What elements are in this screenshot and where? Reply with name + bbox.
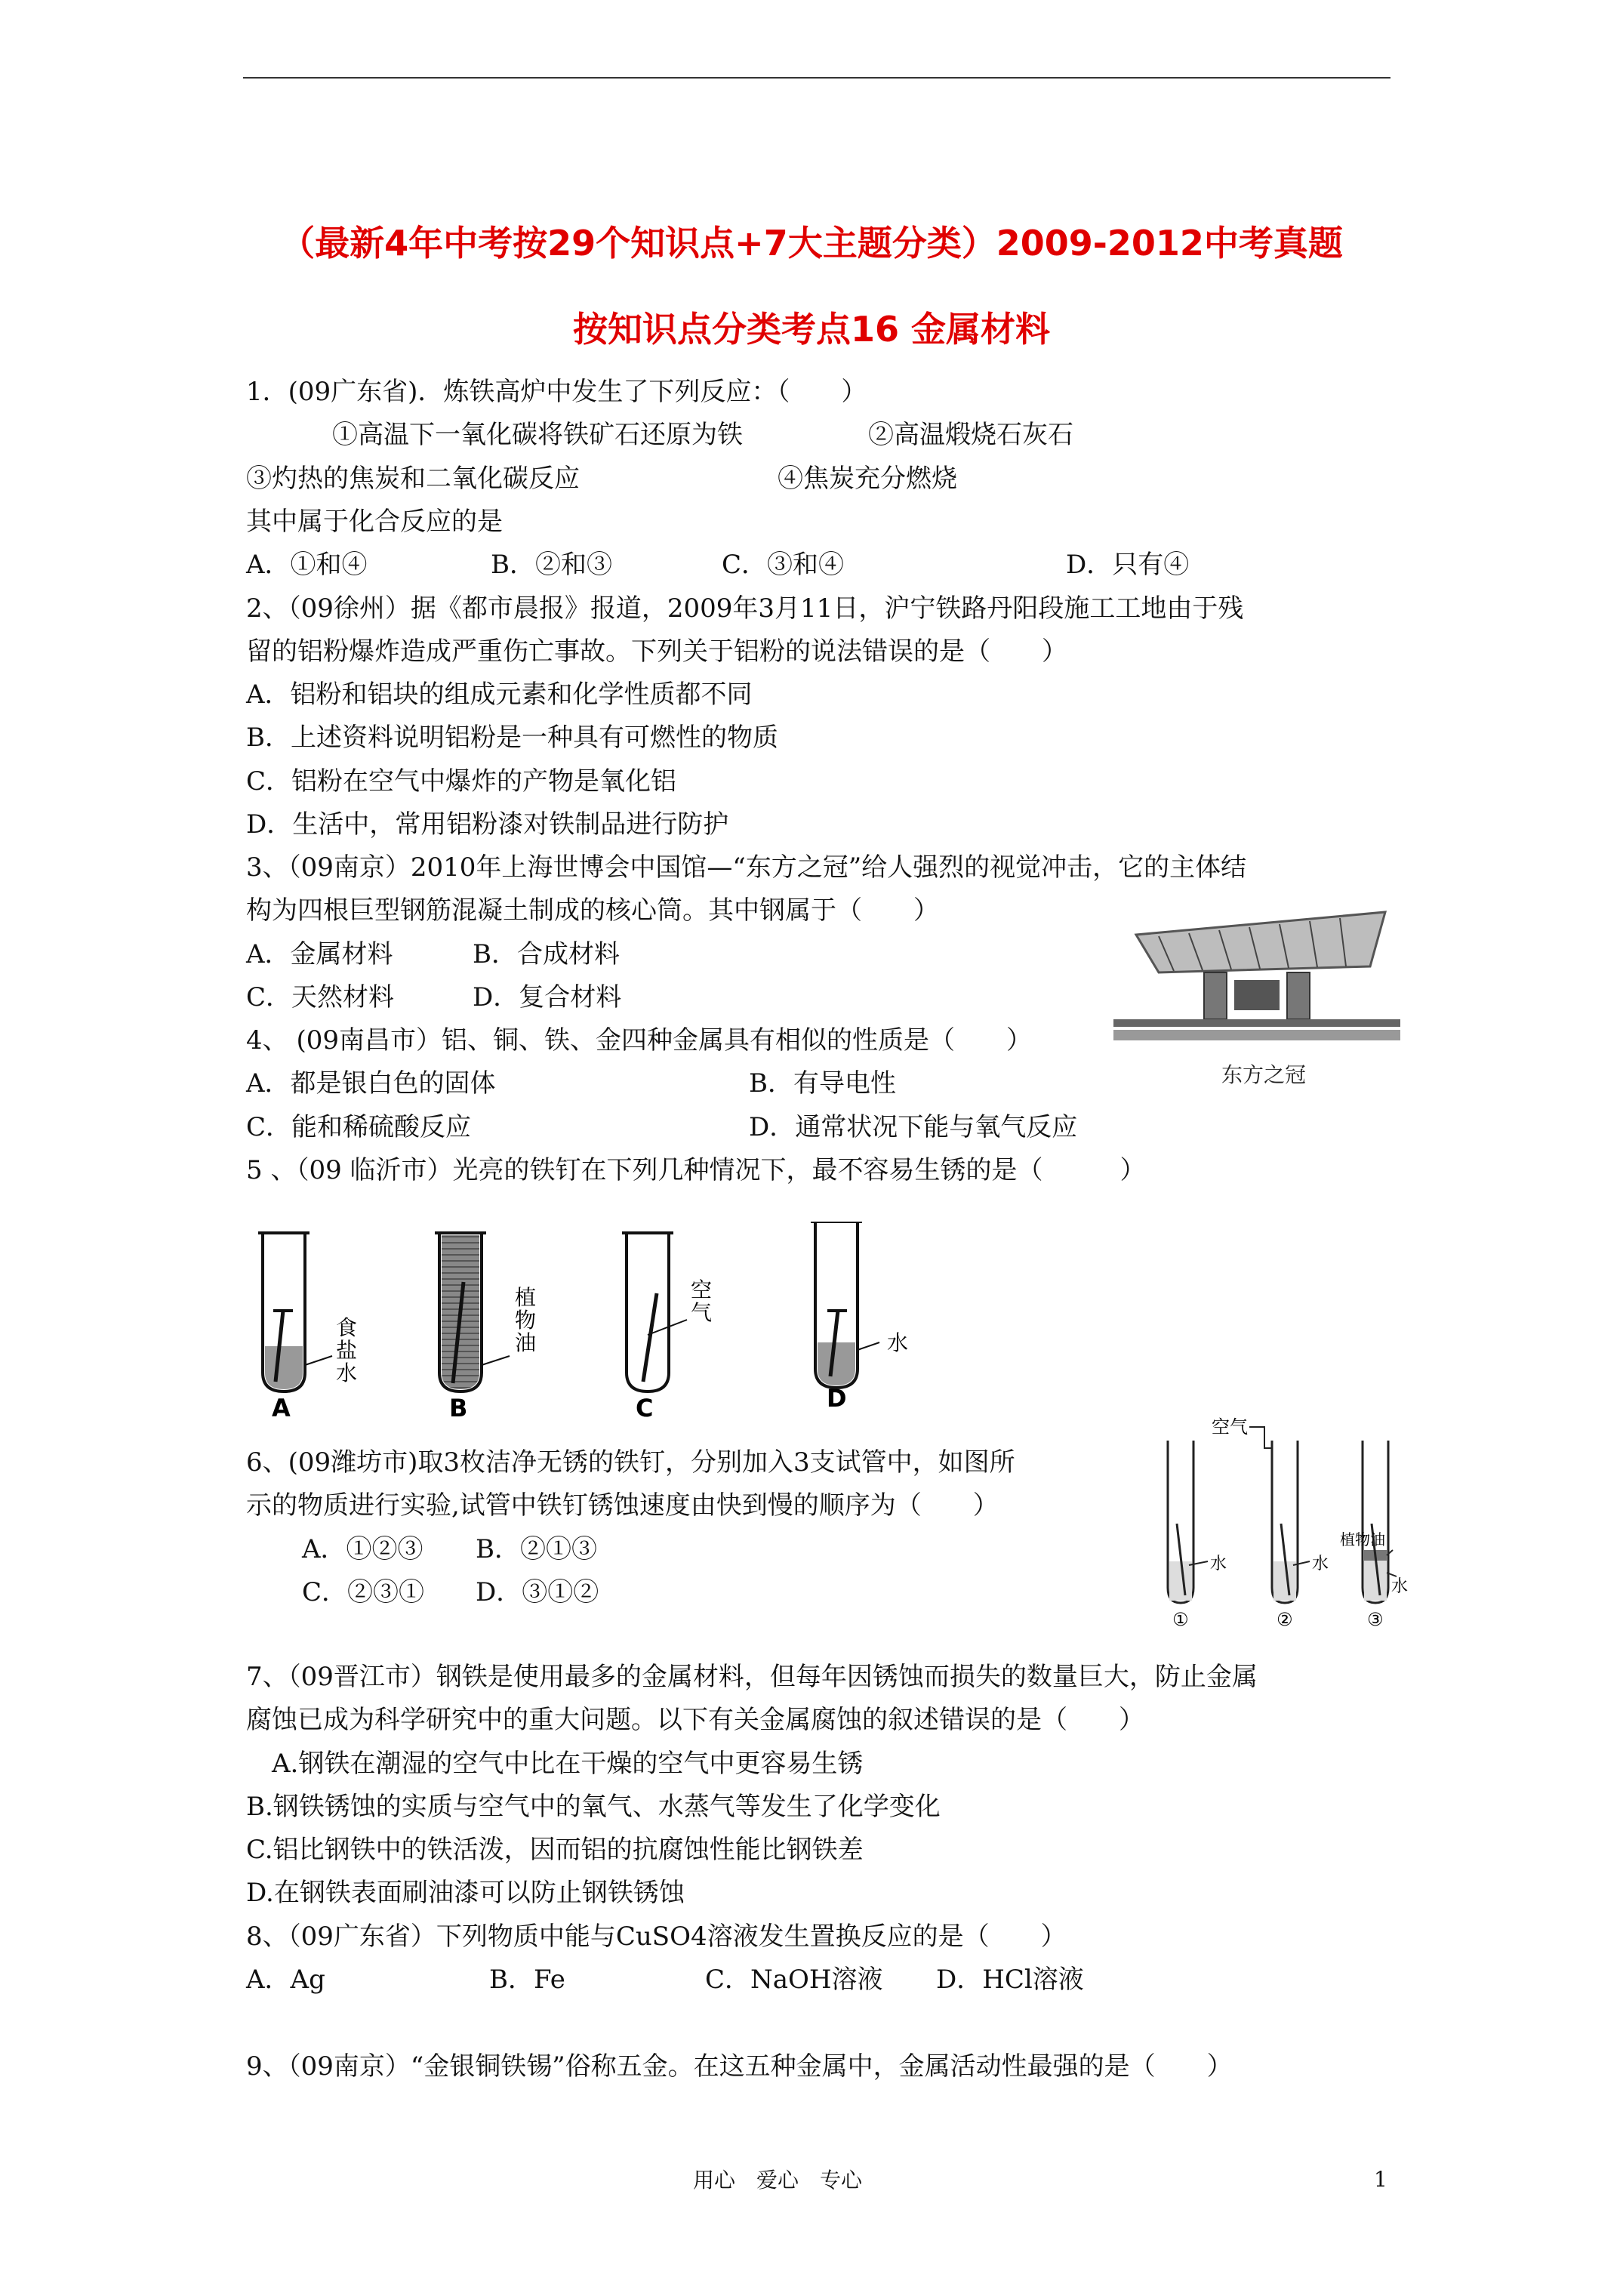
tube-c-label-line2: 气 (691, 1300, 713, 1325)
q7-option-a: A.钢铁在潮湿的空气中比在干燥的空气中更容易生锈 (272, 1749, 864, 1779)
title-line-2: 按知识点分类考点16 金属材料 (572, 309, 1051, 350)
tube3-oil-label: 植物油 (1340, 1530, 1385, 1549)
title-line-1: （最新4年中考按29个知识点+7大主题分类）2009-2012中考真题 (280, 223, 1343, 264)
q1-ask: 其中属于化合反应的是 (246, 507, 503, 537)
page-number: 1 (1374, 2167, 1387, 2192)
q2-option-b: B．上述资料说明铝粉是一种具有可燃性的物质 (246, 723, 778, 753)
tube2-number: ② (1277, 1609, 1293, 1629)
tube1-number: ① (1172, 1609, 1189, 1629)
q1-option-d: D．只有④ (1066, 550, 1190, 580)
pavilion-caption: 东方之冠 (1221, 1062, 1307, 1087)
q8-option-d: D．HCl溶液 (936, 1965, 1084, 1995)
q6-stem-2: 示的物质进行实验,试管中铁钉锈蚀速度由快到慢的顺序为（ ） (246, 1490, 999, 1521)
q7-stem-2: 腐蚀已成为科学研究中的重大问题。以下有关金属腐蚀的叙述错误的是（ ） (246, 1705, 1144, 1735)
tube-b-letter: B (449, 1394, 468, 1418)
q8-option-a: A．Ag (246, 1965, 325, 1995)
tube-c-label-line1: 空 (691, 1277, 713, 1302)
q1-option-a: A．①和④ (246, 550, 368, 580)
q3-stem-2: 构为四根巨型钢筋混凝土制成的核心筒。其中钢属于（ ） (246, 895, 939, 926)
q1-option-b: B．②和③ (491, 550, 612, 580)
q1-item-3: ③灼热的焦炭和二氧化碳反应 (246, 464, 580, 494)
q3-option-d: D．复合材料 (473, 982, 622, 1012)
tube-b-label-line2: 物 (515, 1308, 537, 1333)
air-label: 空气 (1212, 1416, 1248, 1438)
q3-stem-1: 3、（09南京）2010年上海世博会中国馆—“东方之冠”给人强烈的视觉冲击，它的主体结 (246, 852, 1247, 883)
q6-experiment-figure (1151, 1410, 1412, 1629)
q1-stem: 1．(09广东省)．炼铁高炉中发生了下列反应：（ ） (246, 377, 867, 407)
q3-option-b: B．合成材料 (473, 939, 620, 969)
tube-d-letter: D (827, 1384, 847, 1413)
q2-stem-1: 2、（09徐州）据《都市晨报》报道，2009年3月11日，沪宁铁路丹阳段施工工地由于残 (246, 593, 1244, 624)
q2-option-c: C．铝粉在空气中爆炸的产物是氧化铝 (246, 766, 677, 797)
q7-option-c: C.铝比钢铁中的铁活泼，因而铝的抗腐蚀性能比钢铁差 (246, 1835, 864, 1865)
china-pavilion-image (1113, 897, 1400, 1048)
q5-stem: 5 、（09 临沂市）光亮的铁钉在下列几种情况下，最不容易生锈的是（ ） (246, 1155, 1146, 1185)
q2-option-a: A．铝粉和铝块的组成元素和化学性质都不同 (246, 680, 753, 710)
q6-stem-1: 6、(09潍坊市)取3枚洁净无锈的铁钉，分别加入3支试管中，如图所 (246, 1447, 1015, 1478)
q9-stem: 9、（09南京）“金银铜铁锡”俗称五金。在这五种金属中，金属活动性最强的是（ ） (246, 2051, 1233, 2082)
tube1-water-label: 水 (1210, 1555, 1227, 1573)
header-rule (243, 77, 1390, 79)
q3-option-a: A．金属材料 (246, 939, 393, 969)
q1-item-2: ②高温煅烧石灰石 (868, 420, 1073, 450)
q1-item-1: ①高温下一氧化碳将铁矿石还原为铁 (332, 420, 743, 450)
q3-option-c: C．天然材料 (246, 982, 395, 1012)
tube-a (258, 1233, 332, 1391)
tube-a-label-line3: 水 (336, 1361, 358, 1385)
tube-a-label-line2: 盐 (336, 1338, 358, 1363)
q6-option-a: A．①②③ (302, 1534, 423, 1564)
tube-a-label-line1: 食 (336, 1315, 358, 1340)
tube-d-label: 水 (887, 1330, 909, 1355)
q4-option-c: C．能和稀硫酸反应 (246, 1112, 472, 1142)
q6-option-b: B．②①③ (476, 1534, 597, 1564)
q6-option-c: C．②③① (302, 1577, 425, 1607)
q1-option-c: C．③和④ (722, 550, 845, 580)
q6-option-d: D．③①② (476, 1577, 599, 1607)
q5-test-tubes-figure (249, 1222, 989, 1418)
q4-option-d: D．通常状况下能与氧气反应 (749, 1112, 1078, 1142)
q4-option-b: B．有导电性 (749, 1068, 896, 1099)
tube-b (435, 1233, 510, 1391)
q8-option-c: C．NaOH溶液 (705, 1965, 883, 1995)
tube2-water-label: 水 (1312, 1555, 1329, 1573)
tube-c-letter: C (636, 1394, 654, 1418)
q4-stem: 4、 (09南昌市）铝、铜、铁、金四种金属具有相似的性质是（ ） (246, 1025, 1032, 1056)
tube-b-label-line3: 油 (515, 1330, 537, 1355)
tube3-number: ③ (1367, 1609, 1384, 1629)
q7-stem-1: 7、（09晋江市）钢铁是使用最多的金属材料，但每年因锈蚀而损失的数量巨大，防止金属 (246, 1662, 1258, 1692)
q8-stem: 8、（09广东省）下列物质中能与CuSO4溶液发生置换反应的是（ ） (246, 1922, 1067, 1952)
q4-option-a: A．都是银白色的固体 (246, 1068, 496, 1099)
tube-d (811, 1222, 879, 1388)
tube3-water-label: 水 (1391, 1577, 1409, 1596)
q2-stem-2: 留的铝粉爆炸造成严重伤亡事故。下列关于铝粉的说法错误的是（ ） (246, 636, 1067, 667)
q1-item-4: ④焦炭充分燃烧 (778, 464, 957, 494)
q8-option-b: B．Fe (489, 1965, 565, 1995)
tube-c (622, 1233, 687, 1391)
q2-option-d: D．生活中，常用铝粉漆对铁制品进行防护 (246, 809, 729, 840)
footer-motto: 用心 爱心 专心 (693, 2168, 863, 2193)
q7-option-b: B.钢铁锈蚀的实质与空气中的氧气、水蒸气等发生了化学变化 (246, 1792, 941, 1822)
q7-option-d: D.在钢铁表面刷油漆可以防止钢铁锈蚀 (246, 1878, 685, 1908)
tube-b-label-line1: 植 (515, 1285, 537, 1310)
tube-a-letter: A (272, 1394, 291, 1418)
